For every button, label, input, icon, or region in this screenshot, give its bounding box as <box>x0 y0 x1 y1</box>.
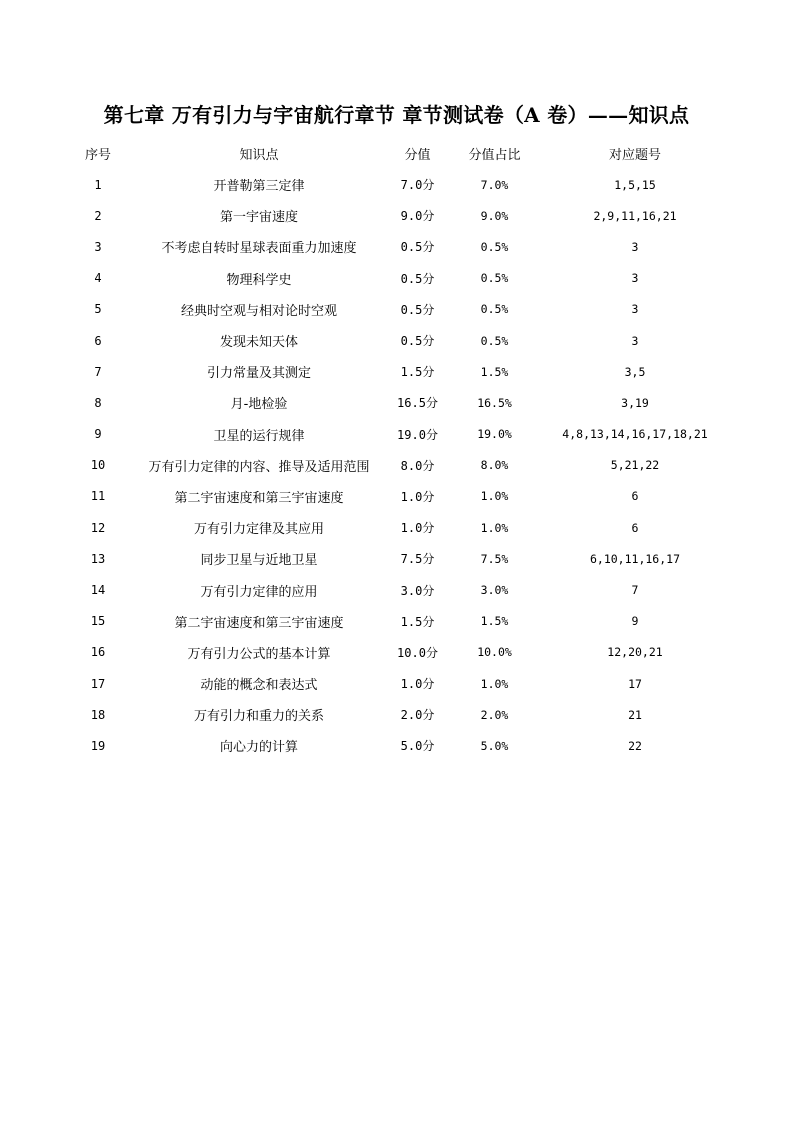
row-score: 3.0分 <box>400 583 435 598</box>
row-score: 0.5分 <box>400 271 435 286</box>
row-knowledge-point: 万有引力定律及其应用 <box>193 522 324 538</box>
row-score: 7.5分 <box>400 552 435 567</box>
row-knowledge-point: 动能的概念和表达式 <box>200 678 318 694</box>
row-index: 4 <box>94 271 102 286</box>
row-knowledge-point: 第二宇宙速度和第三宇宙速度 <box>174 615 344 631</box>
row-score-percent: 1.5% <box>480 364 509 379</box>
table-row <box>57 699 737 730</box>
row-score: 0.5分 <box>400 334 435 349</box>
row-index: 12 <box>90 520 106 535</box>
row-knowledge-point: 引力常量及其测定 <box>206 366 311 382</box>
row-score-percent: 7.0% <box>480 177 509 192</box>
row-question-numbers: 17 <box>628 676 642 691</box>
table-row <box>57 325 737 356</box>
row-score: 1.0分 <box>400 677 435 692</box>
row-index: 5 <box>94 302 102 317</box>
row-index: 19 <box>90 738 106 753</box>
row-score-percent: 10.0% <box>477 645 512 660</box>
row-index: 3 <box>94 239 102 254</box>
row-question-numbers: 3 <box>631 271 639 286</box>
row-knowledge-point: 不考虑自转时星球表面重力加速度 <box>161 241 357 257</box>
row-question-numbers: 3,5 <box>624 364 646 379</box>
row-question-numbers: 2,9,11,16,21 <box>593 208 677 223</box>
table-row <box>57 543 737 574</box>
row-knowledge-point: 卫星的运行规律 <box>213 428 305 444</box>
row-knowledge-point: 经典时空观与相对论时空观 <box>180 303 337 319</box>
row-question-numbers: 7 <box>631 583 639 598</box>
row-index: 13 <box>90 551 106 566</box>
row-score-percent: 0.5% <box>480 239 509 254</box>
table-row <box>57 450 737 481</box>
row-score: 0.5分 <box>400 302 435 317</box>
row-index: 8 <box>94 395 102 410</box>
table-row <box>57 419 737 450</box>
row-score-percent: 8.0% <box>480 458 509 473</box>
row-score: 1.0分 <box>400 489 435 504</box>
row-question-numbers: 3 <box>631 333 639 348</box>
table-row <box>57 606 737 637</box>
row-score-percent: 1.5% <box>480 614 509 629</box>
row-knowledge-point: 万有引力定律的应用 <box>200 584 318 600</box>
row-question-numbers: 3 <box>631 239 639 254</box>
table-row <box>57 294 737 325</box>
table-row <box>57 512 737 543</box>
row-question-numbers: 4,8,13,14,16,17,18,21 <box>562 427 708 442</box>
row-score: 2.0分 <box>400 708 435 723</box>
row-score: 10.0分 <box>397 645 438 660</box>
row-index: 15 <box>90 614 106 629</box>
row-score-percent: 0.5% <box>480 302 509 317</box>
row-score-percent: 3.0% <box>480 583 509 598</box>
row-index: 11 <box>90 489 106 504</box>
row-knowledge-point: 万有引力定律的内容、推导及适用范围 <box>148 459 370 475</box>
row-knowledge-point: 物理科学史 <box>226 272 292 288</box>
row-knowledge-point: 第一宇宙速度 <box>219 210 298 226</box>
row-score-percent: 0.5% <box>480 271 509 286</box>
row-index: 18 <box>90 707 106 722</box>
row-knowledge-point: 同步卫星与近地卫星 <box>200 553 318 569</box>
table-row <box>57 169 737 200</box>
row-question-numbers: 3 <box>631 302 639 317</box>
header-index: 序号 <box>84 148 111 163</box>
row-score: 19.0分 <box>397 427 438 442</box>
table-body <box>57 169 737 762</box>
row-score-percent: 5.0% <box>480 738 509 753</box>
row-question-numbers: 12,20,21 <box>607 645 663 660</box>
row-score: 1.5分 <box>400 614 435 629</box>
table-row <box>57 574 737 605</box>
table-row <box>57 200 737 231</box>
header-row <box>57 138 737 169</box>
row-question-numbers: 9 <box>631 614 639 629</box>
row-question-numbers: 5,21,22 <box>610 458 660 473</box>
row-index: 6 <box>94 333 102 348</box>
knowledge-point-table <box>57 138 737 762</box>
row-score: 16.5分 <box>397 396 438 411</box>
row-question-numbers: 1,5,15 <box>614 177 656 192</box>
row-score-percent: 0.5% <box>480 333 509 348</box>
row-index: 10 <box>90 458 106 473</box>
row-question-numbers: 6 <box>631 520 639 535</box>
row-score: 9.0分 <box>400 209 435 224</box>
page-title: 第七章 万有引力与宇宙航行章节 章节测试卷（A 卷）——知识点 <box>103 103 690 127</box>
table-row <box>57 481 737 512</box>
row-knowledge-point: 第二宇宙速度和第三宇宙速度 <box>174 490 344 506</box>
header-score: 分值 <box>404 148 431 163</box>
header-knowledge-point: 知识点 <box>239 148 279 163</box>
row-index: 7 <box>94 364 102 379</box>
row-score: 0.5分 <box>400 240 435 255</box>
row-index: 1 <box>94 177 102 192</box>
row-knowledge-point: 开普勒第三定律 <box>213 179 305 195</box>
header-score-percent: 分值占比 <box>468 148 521 163</box>
table-header <box>57 138 737 169</box>
row-score-percent: 9.0% <box>480 208 509 223</box>
row-knowledge-point: 月-地检验 <box>230 397 288 413</box>
table-row <box>57 730 737 761</box>
row-index: 17 <box>90 676 106 691</box>
row-score-percent: 16.5% <box>477 395 512 410</box>
row-score: 5.0分 <box>400 739 435 754</box>
row-score: 1.5分 <box>400 365 435 380</box>
table-row <box>57 387 737 418</box>
row-knowledge-point: 向心力的计算 <box>219 740 298 756</box>
table-row <box>57 263 737 294</box>
row-score-percent: 1.0% <box>480 676 509 691</box>
row-index: 16 <box>90 645 106 660</box>
header-question-numbers: 对应题号 <box>608 148 661 163</box>
row-question-numbers: 3,19 <box>621 395 649 410</box>
row-question-numbers: 6 <box>631 489 639 504</box>
row-index: 14 <box>90 583 106 598</box>
table-row <box>57 356 737 387</box>
row-score-percent: 7.5% <box>480 551 509 566</box>
row-index: 9 <box>94 427 102 442</box>
row-score-percent: 2.0% <box>480 707 509 722</box>
row-knowledge-point: 发现未知天体 <box>219 335 298 351</box>
row-question-numbers: 6,10,11,16,17 <box>589 551 680 566</box>
row-knowledge-point: 万有引力和重力的关系 <box>193 709 324 725</box>
row-knowledge-point: 万有引力公式的基本计算 <box>187 646 331 662</box>
row-score-percent: 1.0% <box>480 520 509 535</box>
table-row <box>57 637 737 668</box>
row-score-percent: 1.0% <box>480 489 509 504</box>
table-row <box>57 231 737 262</box>
table-row <box>57 668 737 699</box>
row-score: 7.0分 <box>400 178 435 193</box>
row-score-percent: 19.0% <box>477 427 512 442</box>
row-index: 2 <box>94 208 102 223</box>
row-question-numbers: 21 <box>628 707 642 722</box>
row-score: 8.0分 <box>400 458 435 473</box>
row-question-numbers: 22 <box>628 738 642 753</box>
row-score: 1.0分 <box>400 521 435 536</box>
